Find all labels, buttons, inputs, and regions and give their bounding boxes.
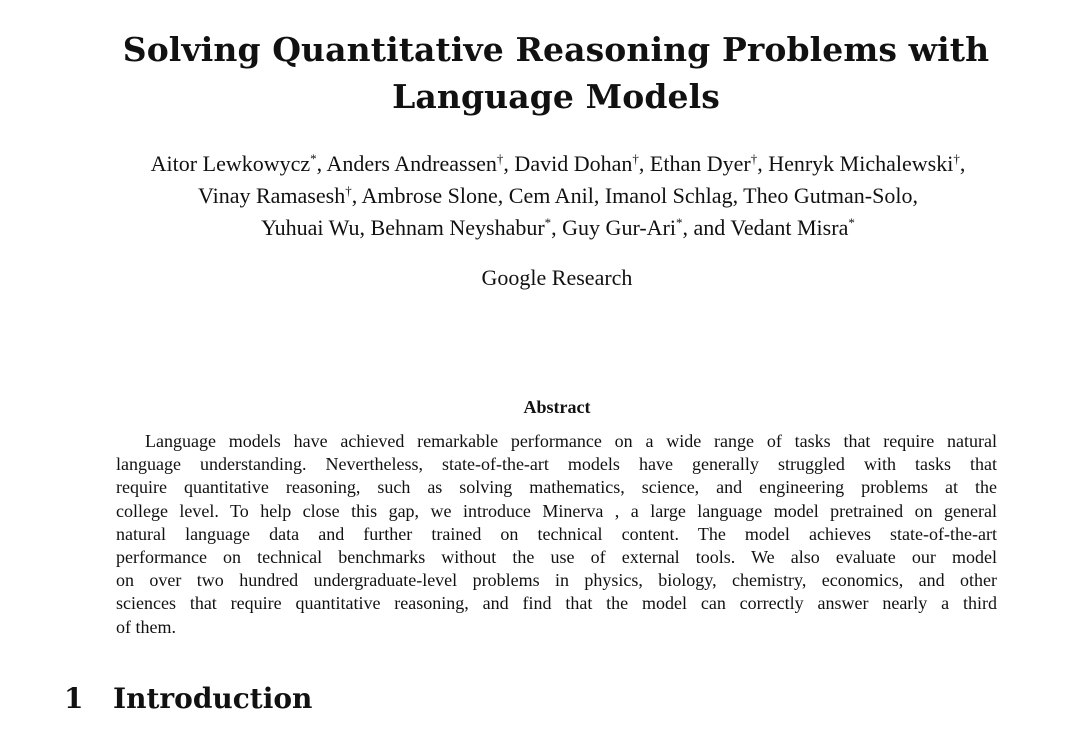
abstract-line: college level. To help close this gap, we introduce Minerva , a large language model pretrained on general — [116, 500, 997, 521]
section-number: 1 — [64, 682, 84, 715]
paper-title-line: Language Models — [392, 77, 720, 116]
abstract-line: Language models have achieved remarkable performance on a wide range of tasks that require natural — [145, 431, 997, 451]
author-line: Vinay Ramasesh†, Ambrose Slone, Cem Anil, Imanol Schlag, Theo Gutman-Solo, — [197, 183, 918, 208]
abstract-line: require quantitative reasoning, such as solving mathematics, science, and engineering problems at the — [116, 477, 997, 498]
abstract-heading: Abstract — [523, 397, 591, 417]
author-list — [0, 148, 1080, 244]
abstract-text — [116, 430, 997, 639]
section-title: Introduction — [113, 682, 313, 715]
paper-title-line: Solving Quantitative Reasoning Problems with — [122, 30, 990, 69]
paper-title — [0, 26, 1080, 120]
abstract-line: language understanding. Nevertheless, state-of-the-art models have generally struggled with tasks that — [116, 454, 997, 475]
affiliation: Google Research — [481, 265, 633, 290]
abstract-line: performance on technical benchmarks without the use of external tools. We also evaluate our model — [116, 546, 997, 567]
abstract-line: natural language data and further trained on technical content. The model achieves state-of-the-art — [116, 523, 997, 544]
author-line: Yuhuai Wu, Behnam Neyshabur*, Guy Gur-Ari*, and Vedant Misra* — [261, 215, 855, 240]
abstract-line: sciences that require quantitative reasoning, and find that the model can correctly answer nearly a third — [116, 593, 997, 614]
section-heading-introduction — [64, 682, 312, 716]
abstract-line: of them. — [116, 616, 176, 637]
author-line: Aitor Lewkowycz*, Anders Andreassen†, David Dohan†, Ethan Dyer†, Henryk Michalewski†, — [150, 151, 966, 176]
abstract-line: on over two hundred undergraduate-level problems in physics, biology, chemistry, economics, and other — [116, 570, 997, 591]
